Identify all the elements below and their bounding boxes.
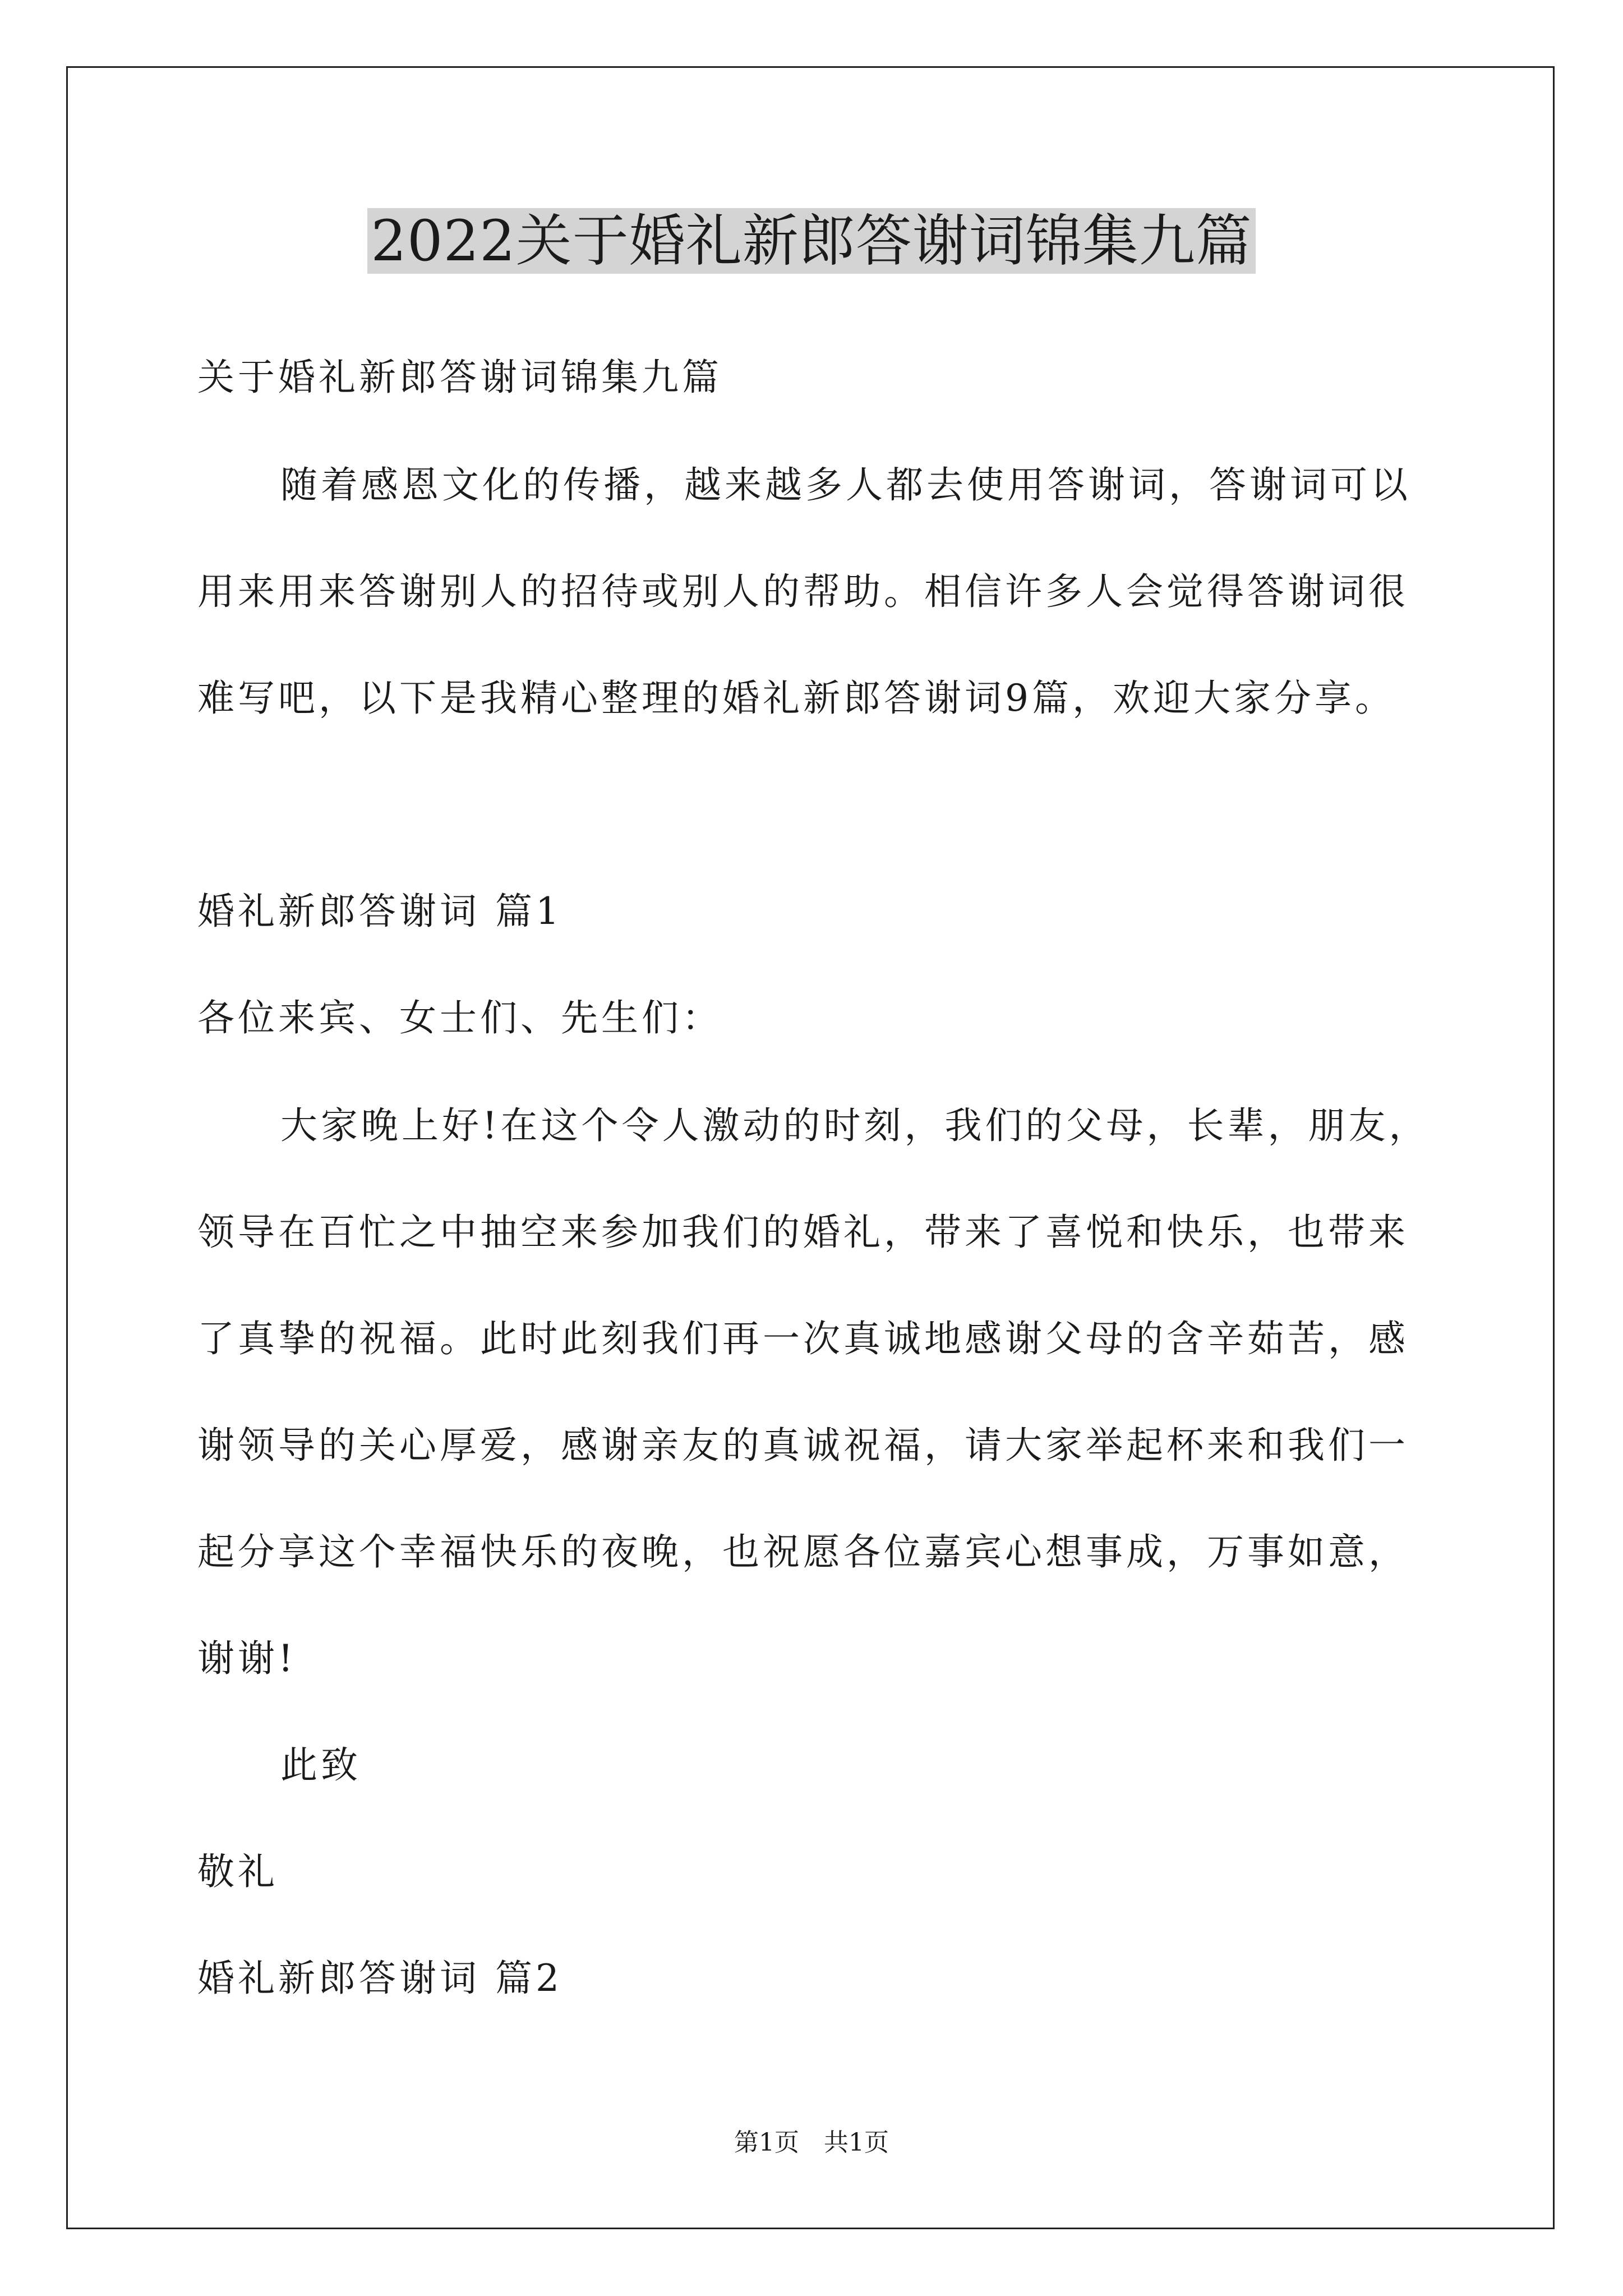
salutation: 各位来宾、女士们、先生们： — [197, 996, 722, 1039]
body-line-5: 起分享这个幸福快乐的夜晚，也祝愿各位嘉宾心想事成，万事如意， — [197, 1530, 1409, 1573]
closing-line-1: 此致 — [280, 1743, 361, 1787]
intro-line-1: 随着感恩文化的传播，越来越多人都去使用答谢词，答谢词可以 — [280, 463, 1411, 507]
body-line-2: 领导在百忙之中抽空来参加我们的婚礼，带来了喜悦和快乐，也带来 — [197, 1211, 1409, 1254]
document-title-text: 2022关于婚礼新郎答谢词锦集九篇 — [367, 208, 1256, 274]
intro-line-3: 难写吧，以下是我精心整理的婚礼新郎答谢词9篇，欢迎大家分享。 — [197, 677, 1395, 720]
body-line-3: 了真挚的祝福。此时此刻我们再一次真诚地感谢父母的含辛茹苦，感 — [197, 1317, 1409, 1360]
body-line-4: 谢领导的关心厚爱，感谢亲友的真诚祝福，请大家举起杯来和我们一 — [197, 1424, 1409, 1467]
document-subtitle: 关于婚礼新郎答谢词锦集九篇 — [197, 356, 722, 399]
body-line-6: 谢谢! — [197, 1637, 297, 1680]
section-heading-1: 婚礼新郎答谢词 篇1 — [197, 890, 562, 933]
document-title — [0, 202, 1623, 280]
section-heading-2: 婚礼新郎答谢词 篇2 — [197, 1957, 562, 2000]
body-line-1: 大家晚上好!在这个令人激动的时刻，我们的父母，长辈，朋友， — [280, 1104, 1430, 1147]
page-footer: 第1页 共1页 — [734, 2128, 889, 2157]
intro-line-2: 用来用来答谢别人的招待或别人的帮助。相信许多人会觉得答谢词很 — [197, 570, 1409, 613]
closing-line-2: 敬礼 — [197, 1850, 278, 1893]
